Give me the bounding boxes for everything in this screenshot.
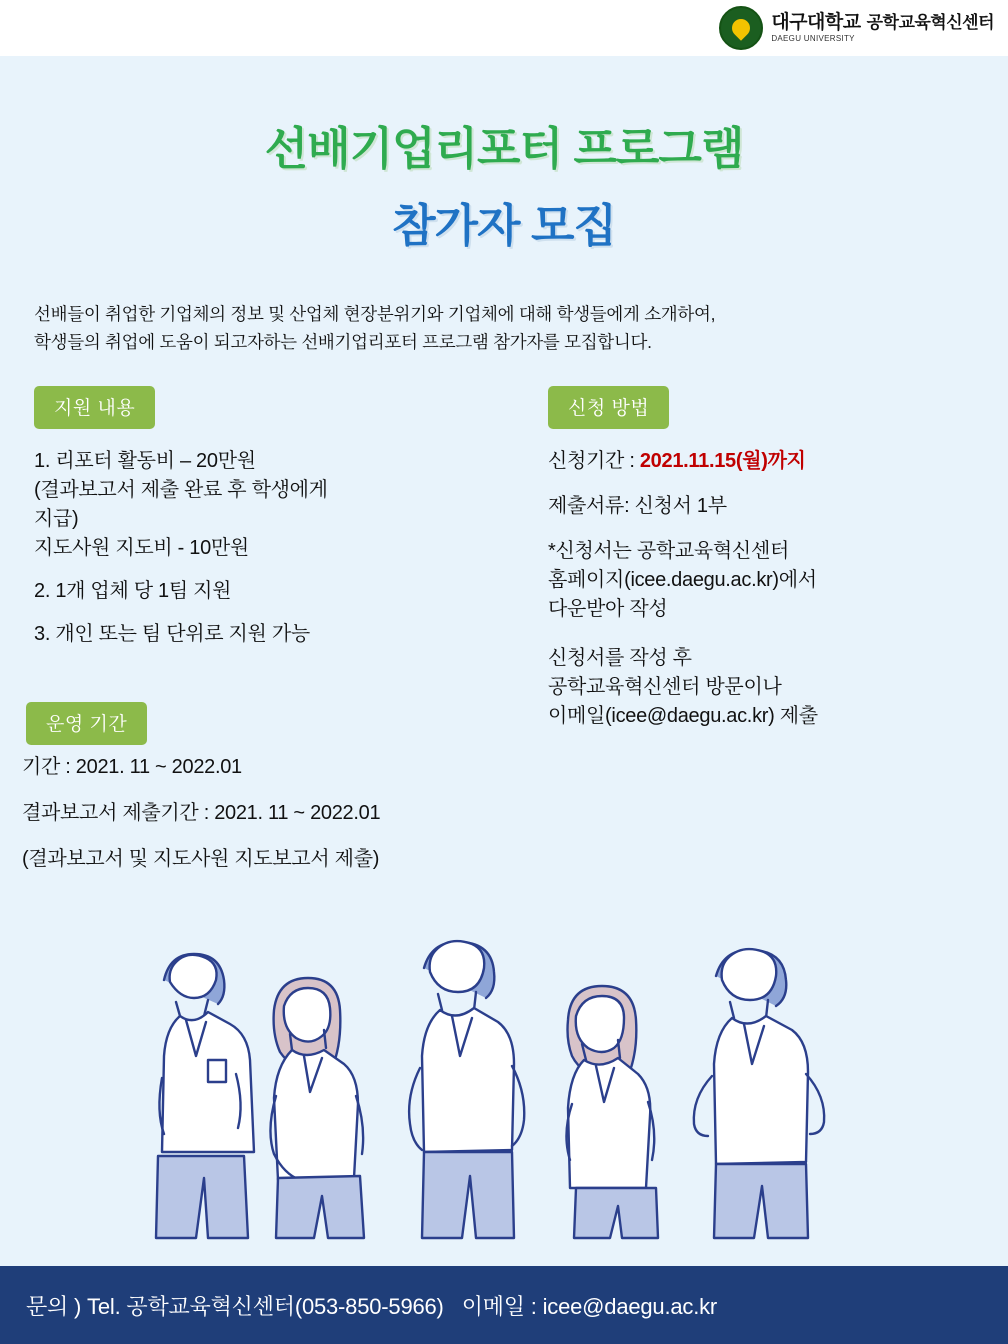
period-section-badge-wrap	[26, 702, 147, 745]
apply-note-line-1: *신청서는 공학교육혁신센터	[548, 540, 789, 562]
support-item-1-sub2: 지급)	[34, 508, 79, 530]
support-item-1-sub1: (결과보고서 제출 완료 후 학생에게	[34, 479, 328, 501]
apply-body	[548, 447, 978, 731]
intro-paragraph	[34, 300, 980, 356]
footer-email-value: icee@daegu.ac.kr	[542, 1293, 718, 1319]
support-section-badge: 지원 내용	[34, 386, 155, 429]
apply-section-badge: 신청 방법	[548, 386, 669, 429]
intro-line-2: 학생들의 취업에 도움이 되고자하는 선배기업리포터 프로그램 참가자를 모집합니다.	[34, 332, 652, 352]
poster-title	[0, 112, 1008, 254]
title-line-1: 선배기업리포터 프로그램	[264, 123, 744, 174]
apply-submit-line-2: 공학교육혁신센터 방문이나	[548, 676, 782, 698]
support-item-3-main: 3. 개인 또는 팀 단위로 지원 가능	[34, 623, 310, 645]
footer-contact-bar	[0, 1266, 1008, 1344]
header-bar	[0, 0, 1008, 56]
logo-text-group	[771, 13, 994, 43]
apply-note-line-3: 다운받아 작성	[548, 598, 668, 620]
footer-contact-value: 공학교육혁신센터(053-850-5966)	[126, 1293, 444, 1319]
footer-email-label: 이메일 :	[461, 1293, 543, 1319]
list-item	[34, 620, 504, 649]
apply-deadline-label: 신청기간 :	[548, 450, 640, 472]
students-illustration	[0, 910, 1008, 1240]
apply-submit-line-3: 이메일(icee@daegu.ac.kr) 제출	[548, 705, 818, 727]
logo-university-name: 대구대학교	[771, 11, 861, 33]
period-line-1: 기간 : 2021. 11 ~ 2022.01	[22, 756, 242, 778]
intro-line-1: 선배들이 취업한 기업체의 정보 및 산업체 현장분위기와 기업체에 대해 학생들에게 소개하여,	[34, 304, 716, 324]
support-item-2-main: 2. 1개 업체 당 1팀 지원	[34, 580, 232, 602]
title-line-2: 참가자 모집	[392, 200, 616, 251]
daegu-university-emblem-icon	[719, 6, 763, 50]
apply-section	[548, 386, 978, 747]
apply-deadline-value: 2021.11.15(월)까지	[639, 450, 806, 472]
footer-contact-label: 문의 ) Tel.	[26, 1293, 127, 1319]
apply-documents: 제출서류: 신청서 1부	[548, 495, 727, 517]
logo-center-name: 공학교육혁신센터	[866, 12, 994, 32]
apply-note-line-2: 홈페이지(icee.daegu.ac.kr)에서	[548, 569, 817, 591]
support-item-1-main: 1. 리포터 활동비 – 20만원	[34, 450, 256, 472]
support-list	[34, 447, 504, 649]
period-section-body	[22, 752, 582, 890]
apply-submit-line-1: 신청서를 작성 후	[548, 647, 692, 669]
university-logo	[719, 6, 994, 50]
period-line-3: (결과보고서 및 지도사원 지도보고서 제출)	[22, 848, 380, 870]
list-item	[34, 447, 504, 563]
support-item-1-sub3: 지도사원 지도비 - 10만원	[34, 537, 249, 559]
logo-university-name-english: DAEGU UNIVERSITY	[771, 33, 855, 43]
support-section	[34, 386, 504, 663]
apply-deadline-row	[548, 447, 978, 476]
period-line-2: 결과보고서 제출기간 : 2021. 11 ~ 2022.01	[22, 802, 381, 824]
apply-submit	[548, 644, 978, 731]
list-item	[34, 577, 504, 606]
period-section-badge: 운영 기간	[26, 702, 147, 745]
footer-text	[26, 1290, 717, 1321]
apply-note	[548, 537, 978, 624]
